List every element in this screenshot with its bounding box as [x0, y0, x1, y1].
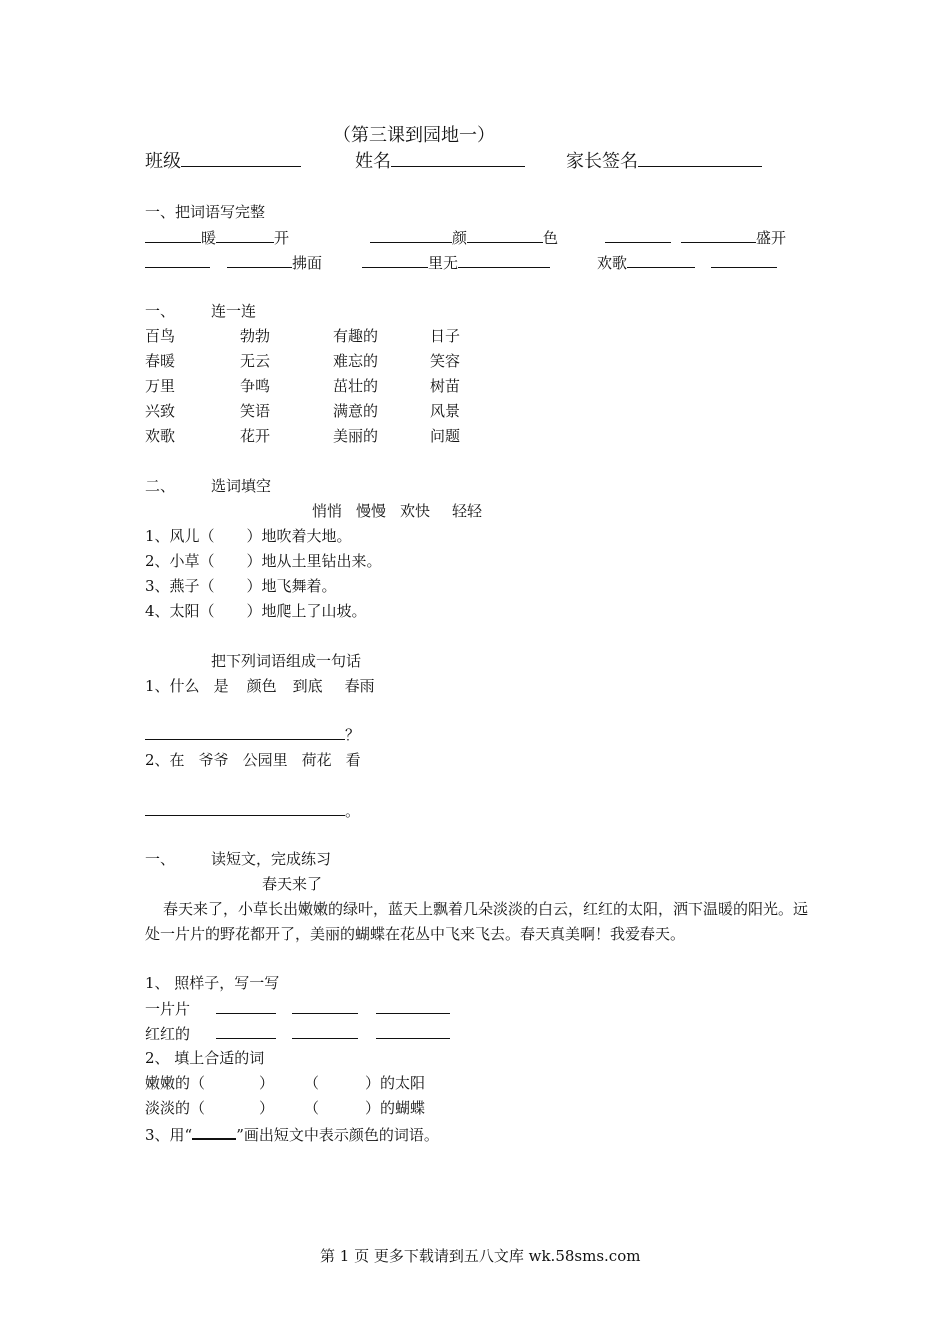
fill-post: ）地爬上了山坡。: [246, 602, 367, 620]
answer-line-1: [145, 724, 360, 745]
match-cell[interactable]: 无云: [240, 352, 271, 370]
sentence-q1: [145, 676, 375, 696]
match-cell[interactable]: 笑容: [430, 352, 461, 370]
match-cell[interactable]: 兴致: [145, 402, 176, 420]
q1-example: 红红的: [145, 1025, 191, 1043]
q-word: 到底: [292, 677, 323, 695]
option-word: 慢慢: [356, 502, 387, 520]
sec3-title: 选词填空: [211, 477, 272, 495]
blank[interactable]: [216, 227, 274, 243]
q3-line: [145, 1123, 439, 1145]
q-word: 看: [345, 751, 361, 769]
q3-pre: 3、用“: [145, 1126, 193, 1144]
blank[interactable]: [216, 1023, 276, 1039]
blank[interactable]: [227, 252, 292, 268]
fill-post: ）地从土里钻出来。: [246, 552, 382, 570]
sec2-title: 连一连: [211, 302, 257, 320]
q2-mid: ）: [259, 1074, 275, 1092]
sec1-row2: [145, 252, 322, 273]
match-cell[interactable]: 万里: [145, 377, 176, 395]
word-options: [312, 501, 482, 521]
q-word: 是: [213, 677, 229, 695]
match-cell[interactable]: 有趣的: [333, 327, 379, 345]
fill-post: ）地飞舞着。: [246, 577, 337, 595]
sec1-title: 一、把词语写完整: [145, 203, 266, 221]
q2-row: [145, 1073, 425, 1093]
word-part: 颜: [452, 229, 468, 247]
word-part: 里无: [428, 254, 459, 272]
q2-row: [145, 1098, 425, 1118]
match-cell[interactable]: 树苗: [430, 377, 461, 395]
answer-end: ？: [345, 726, 361, 744]
q2-pre: 嫩嫩的（: [145, 1074, 206, 1092]
fill-item: [145, 601, 367, 621]
blank[interactable]: [681, 227, 756, 243]
q2-open: （: [304, 1074, 320, 1092]
class-field[interactable]: [181, 151, 301, 167]
fill-pre: 1、风儿（: [145, 527, 215, 545]
q-num: 2、: [145, 751, 170, 769]
blank[interactable]: [711, 252, 777, 268]
fill-item: [145, 551, 382, 571]
q1-row: [145, 1023, 450, 1044]
word-part: 盛开: [756, 229, 787, 247]
blank[interactable]: [145, 227, 201, 243]
q-word: 春雨: [344, 677, 375, 695]
option-word: 轻轻: [452, 502, 483, 520]
match-cell[interactable]: 花开: [240, 427, 271, 445]
q-word: 荷花: [301, 751, 332, 769]
match-cell[interactable]: 风景: [430, 402, 461, 420]
match-cell[interactable]: 满意的: [333, 402, 379, 420]
fill-post: ）地吹着大地。: [246, 527, 352, 545]
q1-row: [145, 998, 450, 1019]
q2-post: ）的太阳: [365, 1074, 426, 1092]
q-num: 1、: [145, 677, 170, 695]
q-word: 什么: [169, 677, 200, 695]
match-cell[interactable]: 笑语: [240, 402, 271, 420]
match-cell[interactable]: 难忘的: [333, 352, 379, 370]
answer-blank[interactable]: [145, 724, 345, 740]
name-label: 姓名: [355, 151, 391, 172]
match-cell[interactable]: 美丽的: [333, 427, 379, 445]
q2-mid: ）: [259, 1099, 275, 1117]
blank[interactable]: [627, 252, 695, 268]
answer-line-2: [145, 800, 360, 821]
fill-pre: 2、小草（: [145, 552, 215, 570]
fill-item: [145, 526, 352, 546]
q1-title: 1、 照样子，写一写: [145, 974, 280, 992]
sec1-row2c: [597, 252, 777, 273]
sentence-q2: [145, 750, 361, 770]
fill-pre: 4、太阳（: [145, 602, 215, 620]
option-word: 欢快: [400, 502, 431, 520]
q3-post: ”画出短文中表示颜色的词语。: [236, 1126, 439, 1144]
class-label: 班级: [145, 151, 181, 172]
blank[interactable]: [376, 998, 450, 1014]
q-word: 颜色: [246, 677, 277, 695]
sec4-title: 把下列词语组成一句话: [211, 652, 362, 670]
page-subtitle: （第三课到园地一）: [333, 125, 495, 146]
fill-pre: 3、燕子（: [145, 577, 215, 595]
sec1-row1c: [605, 227, 786, 248]
q-word: 在: [169, 751, 185, 769]
page-footer: 第 1 页 更多下载请到五八文库 wk.58sms.com: [320, 1247, 641, 1265]
match-cell[interactable]: 百鸟: [145, 327, 176, 345]
match-cell[interactable]: 欢歌: [145, 427, 176, 445]
blank[interactable]: [467, 227, 543, 243]
match-cell[interactable]: 茁壮的: [333, 377, 379, 395]
word-part: 暖: [201, 229, 217, 247]
blank[interactable]: [458, 252, 550, 268]
word-part: 欢歌: [597, 254, 628, 272]
blank[interactable]: [605, 227, 671, 243]
sec1-row2b: [362, 252, 550, 273]
blank[interactable]: [216, 998, 276, 1014]
q2-post: ）的蝴蝶: [365, 1099, 426, 1117]
match-cell[interactable]: 勃勃: [240, 327, 271, 345]
story-paragraph: 春天来了，小草长出嫩嫩的绿叶，蓝天上飘着几朵淡淡的白云，红红的太阳，洒下温暖的阳光。远处一片片的野花都开了，美丽的蝴蝶在花丛中飞来飞去。春天真美啊！我爱春天。: [145, 900, 809, 943]
blank[interactable]: [292, 998, 358, 1014]
fill-item: [145, 576, 337, 596]
q-word: 公园里: [242, 751, 288, 769]
blank[interactable]: [362, 252, 428, 268]
underline-sample: [192, 1123, 236, 1140]
blank[interactable]: [370, 227, 452, 243]
answer-end: 。: [345, 802, 361, 820]
match-cell[interactable]: 春暖: [145, 352, 176, 370]
sec1-row1b: [370, 227, 558, 248]
blank[interactable]: [376, 1023, 450, 1039]
blank[interactable]: [292, 1023, 358, 1039]
word-part: 拂面: [292, 254, 323, 272]
sec5-num: 一、: [145, 850, 176, 868]
match-cell[interactable]: 日子: [430, 327, 461, 345]
story-title: 春天来了: [262, 875, 323, 893]
answer-blank[interactable]: [145, 800, 345, 816]
q-word: 爷爷: [198, 751, 229, 769]
q2-title: 2、 填上合适的词: [145, 1049, 265, 1067]
word-part: 开: [274, 229, 290, 247]
name-line: [355, 150, 525, 174]
blank[interactable]: [145, 252, 210, 268]
sec5-title: 读短文，完成练习: [211, 850, 332, 868]
q2-pre: 淡淡的（: [145, 1099, 206, 1117]
word-part: 色: [543, 229, 559, 247]
name-field[interactable]: [391, 151, 525, 167]
sec1-row1: [145, 227, 289, 248]
sec2-num: 一、: [145, 302, 176, 320]
header-line: [145, 150, 301, 174]
q2-open: （: [304, 1099, 320, 1117]
parent-sign-label: 家长签名: [566, 151, 638, 172]
match-cell[interactable]: 问题: [430, 427, 461, 445]
parent-sign-field[interactable]: [638, 151, 762, 167]
q1-example: 一片片: [145, 1000, 191, 1018]
option-word: 悄悄: [312, 502, 343, 520]
match-cell[interactable]: 争鸣: [240, 377, 271, 395]
sec3-num: 二、: [145, 477, 176, 495]
parent-sign-line: [566, 150, 762, 174]
